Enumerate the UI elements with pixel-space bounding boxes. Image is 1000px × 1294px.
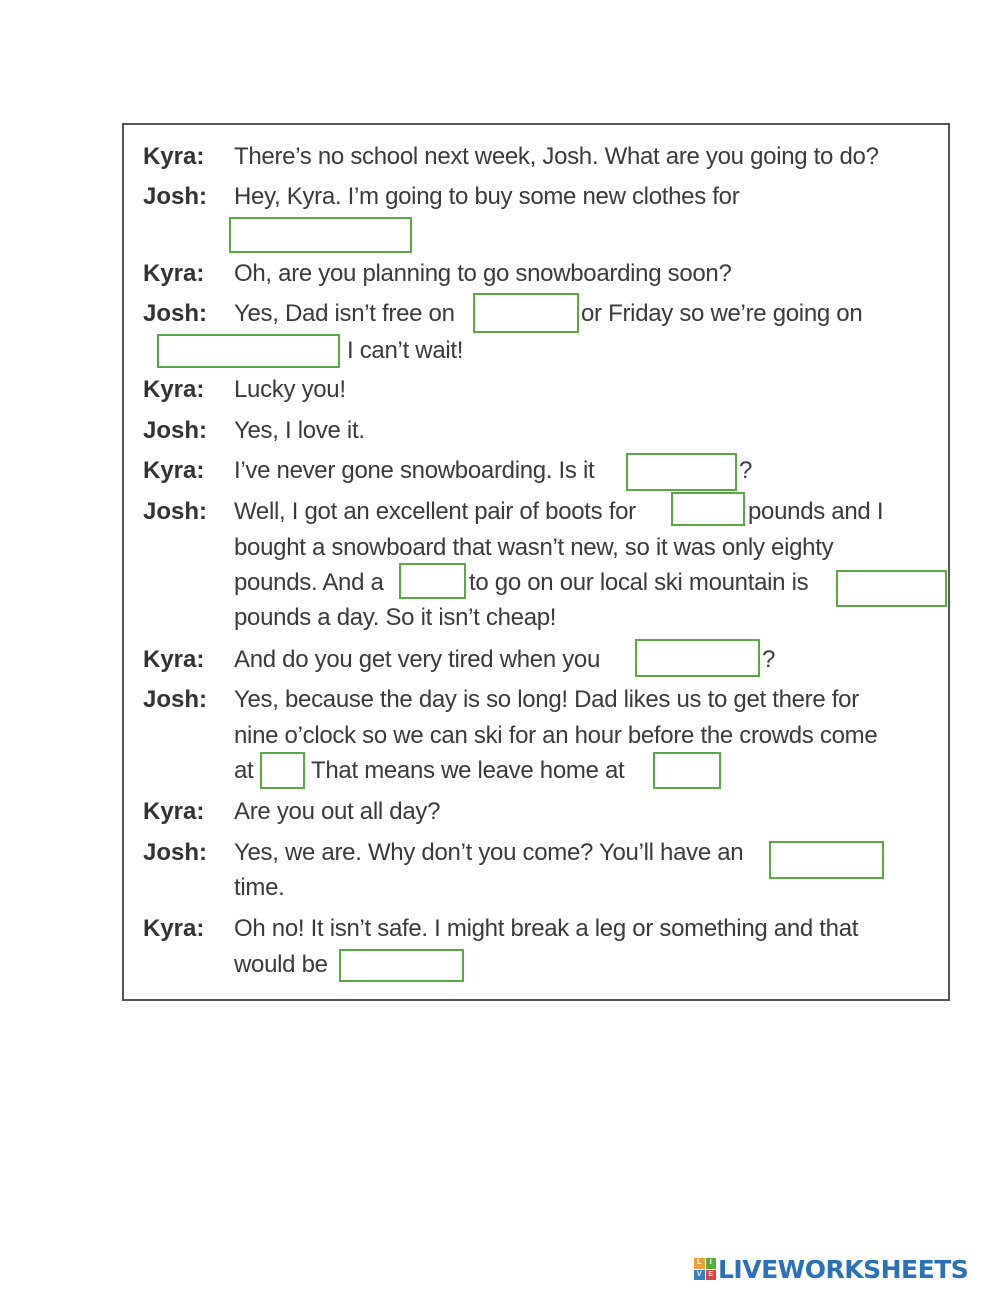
dialogue-line: Yes, I love it. [234,417,365,444]
dialogue-line: would be [234,951,328,978]
speaker-label: Josh: [143,417,208,444]
dialogue-line: pounds a day. So it isn’t cheap! [234,604,557,631]
answer-gap-6[interactable] [399,563,466,599]
answer-gap-12[interactable] [339,949,464,982]
speaker-label: Josh: [143,498,208,525]
dialogue-line: I can’t wait! [347,337,464,364]
dialogue-line: Yes, because the day is so long! Dad likes us to get there for [234,686,859,713]
speaker-label: Kyra: [143,798,205,825]
answer-gap-8[interactable] [635,639,760,677]
dialogue-line: Yes, we are. Why don’t you come? You’ll have an [234,839,744,866]
answer-gap-2[interactable] [473,293,579,333]
speaker-label: Josh: [143,686,208,713]
dialogue-line: Lucky you! [234,376,346,403]
speaker-label: Kyra: [143,260,205,287]
dialogue-line: Are you out all day? [234,798,441,825]
dialogue-line: Yes, Dad isn’t free on [234,300,455,327]
dialogue-line: There’s no school next week, Josh. What are you going to do? [234,143,879,170]
logo-text: LIVEWORKSHEETS [718,1254,969,1284]
answer-gap-9[interactable] [260,752,305,789]
dialogue-line: at [234,757,254,784]
logo-mark-icon: L I V E [694,1258,716,1280]
liveworksheets-logo[interactable] [694,1254,968,1284]
dialogue-line: ? [762,646,776,673]
speaker-label: Kyra: [143,376,205,403]
speaker-label: Kyra: [143,646,205,673]
answer-gap-11[interactable] [769,841,884,879]
answer-gap-7[interactable] [836,570,947,607]
dialogue-line: bought a snowboard that wasn’t new, so it was only eighty [234,534,834,561]
dialogue-line: I’ve never gone snowboarding. Is it [234,457,595,484]
dialogue-line: Oh no! It isn’t safe. I might break a leg or something and that [234,915,859,942]
answer-gap-5[interactable] [671,492,745,526]
dialogue-line: pounds. And a [234,569,384,596]
speaker-label: Kyra: [143,915,205,942]
dialogue-line: Oh, are you planning to go snowboarding soon? [234,260,732,287]
speaker-label: Kyra: [143,143,205,170]
dialogue-line: time. [234,874,285,901]
dialogue-line: And do you get very tired when you [234,646,601,673]
speaker-label: Josh: [143,183,208,210]
dialogue-line: to go on our local ski mountain is [469,569,809,596]
speaker-label: Josh: [143,300,208,327]
dialogue-line: or Friday so we’re going on [581,300,863,327]
answer-gap-4[interactable] [626,453,737,491]
speaker-label: Josh: [143,839,208,866]
dialogue-line: pounds and I [748,498,884,525]
dialogue-line: Well, I got an excellent pair of boots for [234,498,636,525]
dialogue-line: ? [739,457,753,484]
answer-gap-10[interactable] [653,752,721,789]
speaker-label: Kyra: [143,457,205,484]
answer-gap-3[interactable] [157,334,340,368]
dialogue-line: nine o’clock so we can ski for an hour before the crowds come [234,722,878,749]
answer-gap-1[interactable] [229,217,412,253]
dialogue-line: That means we leave home at [311,757,625,784]
dialogue-line: Hey, Kyra. I’m going to buy some new clothes for [234,183,740,210]
